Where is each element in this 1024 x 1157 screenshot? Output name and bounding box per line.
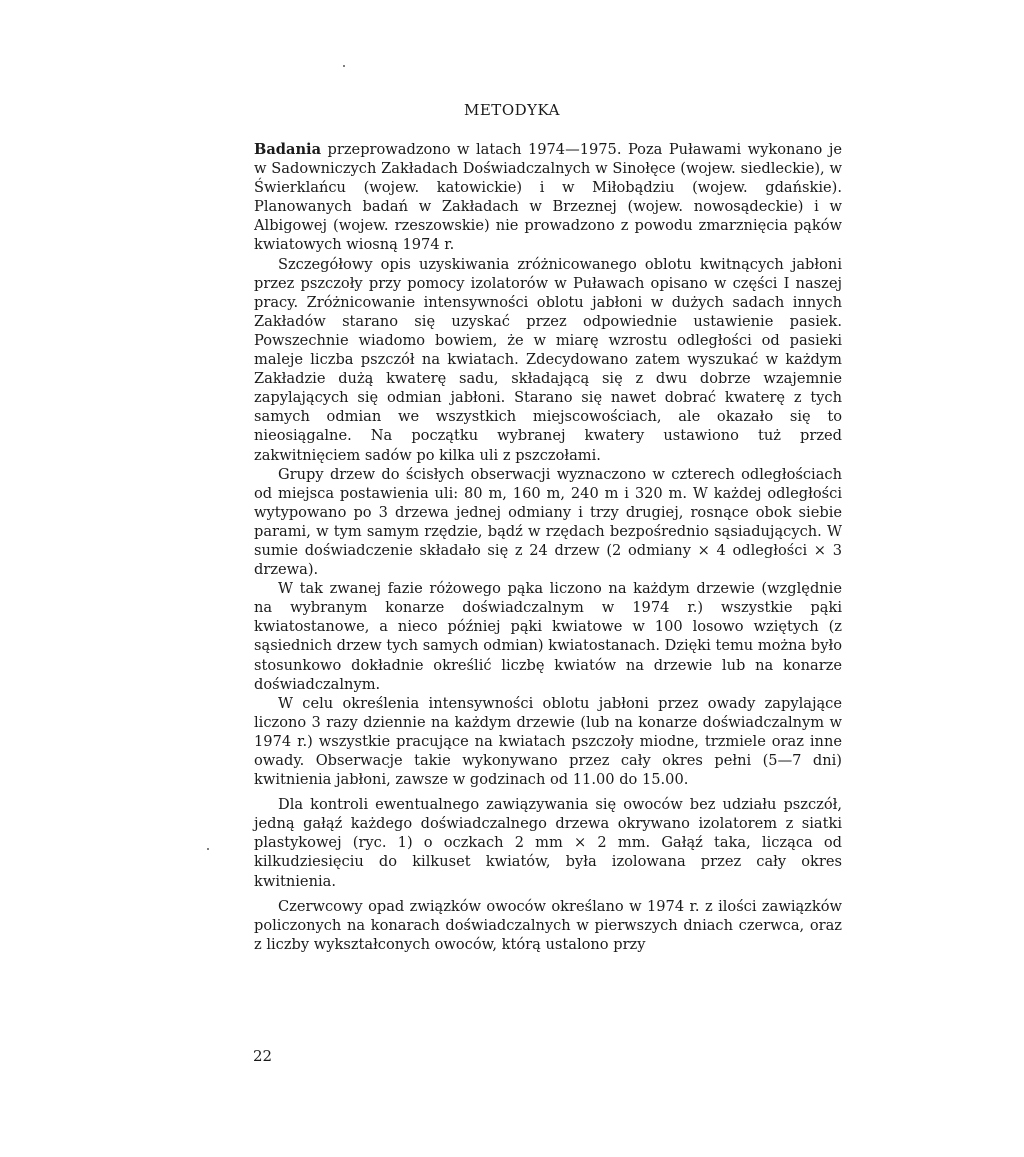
paragraph [254,140,842,255]
paragraph [254,465,842,580]
paragraph [254,255,842,465]
page-number: 22 [253,1047,273,1065]
paragraph-text: Grupy drzew do ścisłych obserwacji wyznaczono w czterech odległościach od miejsca postawienia uli: 80 m, 160 m, 240 m i 320 m. W każdej odległości wytypowano po 3 drzewa jednej odmiany i trzy drugiej, rosnące obok siebie parami, w tym samym rzędzie, bądź w rzędach bezpośrednio sąsiadujących. W sumie doświadczenie składało się z 24 drzew (2 odmiany × 4 odległości × 3 drzewa). [254,465,842,579]
paragraph-lead-word: Badania [254,141,322,158]
section-heading: METODYKA [464,101,560,119]
paragraph-text: W tak zwanej fazie różowego pąka liczono na każdym drzewie (względnie na wybranym konarze doświadczalnym w 1974 r.) wszystkie pąki kwiatostanowe, a nieco później pąki kwiatowe w 100 losowo wziętych (z sąsiednich drzew tych samych odmian) kwiatostanach. Dzięki temu można było stosunkowo dokładnie określić liczbę kwiatów na drzewie lub na konarze doświadczalnym. [254,580,842,693]
paragraph [254,795,842,890]
paragraph-text: Szczegółowy opis uzyskiwania zróżnicowanego oblotu kwitnących jabłoni przez pszczoły przy pomocy izolatorów w Puławach opisano w części I naszej pracy. Zróżnicowanie intensywności oblotu jabłoni w dużych sadach innych Zakładów starano się uzyskać przez odpowiednie ustawienie pasiek. Powszechnie wiadomo bowiem, że w miarę wzrostu odległości od pasieki maleje liczba pszczół na kwiatach. Zdecydowano zatem wyszukać w każdym Zakładzie dużą kwaterę sadu, składającą się z dwu dobrze wzajemnie zapylających się odmian jabłoni. Starano się nawet dobrać kwaterę z tych samych odmian we wszystkich miejscowościach, ale okazało się to nieosiągalne. Na początku wybranej kwatery ustawiono tuż przed zakwitnięciem sadów po kilka uli z pszczołami. [254,255,842,464]
scan-speck [343,65,345,67]
paragraph [254,579,842,694]
paragraph [254,694,842,789]
scan-speck [207,848,209,850]
paragraph-text: przeprowadzono w latach 1974—1975. Poza Puławami wykonano je w Sadowniczych Zakładach Doświadczalnych w Sinołęce (wojew. siedleckie), w Świerklańcu (wojew. katowickie) i w Miłobądziu (wojew. gdańskie). Planowanych badań w Zakładach w Brzeznej (wojew. nowosądeckie) i w Albigowej (wojew. rzeszowskie) nie prowadzono z powodu zmarznięcia pąków kwiatowych wiosną 1974 r. [254,141,842,254]
paragraph-text: Czerwcowy opad związków owoców określano w 1974 r. z ilości zawiązków policzonych na konarach doświadczalnych w pierwszych dniach czerwca, oraz z liczby wykształconych owoców, którą ustalono przy [254,897,842,953]
body-text [254,140,842,954]
paragraph [254,897,842,954]
paragraph-text: Dla kontroli ewentualnego zawiązywania się owoców bez udziału pszczół, jedną gałąź każdego doświadczalnego drzewa okrywano izolatorem z siatki plastykowej (ryc. 1) o oczkach 2 mm × 2 mm. Gałąź taka, licząca od kilkudziesięciu do kilkuset kwiatów, była izolowana przez cały okres kwitnienia. [254,796,842,890]
paragraph-text: W celu określenia intensywności oblotu jabłoni przez owady zapylające liczono 3 razy dziennie na każdym drzewie (lub na konarze doświadczalnym w 1974 r.) wszystkie pracujące na kwiatach pszczoły miodne, trzmiele oraz inne owady. Obserwacje takie wykonywano przez cały okres pełni (5—7 dni) kwitnienia jabłoni, zawsze w godzinach od 11.00 do 15.00. [254,694,842,789]
